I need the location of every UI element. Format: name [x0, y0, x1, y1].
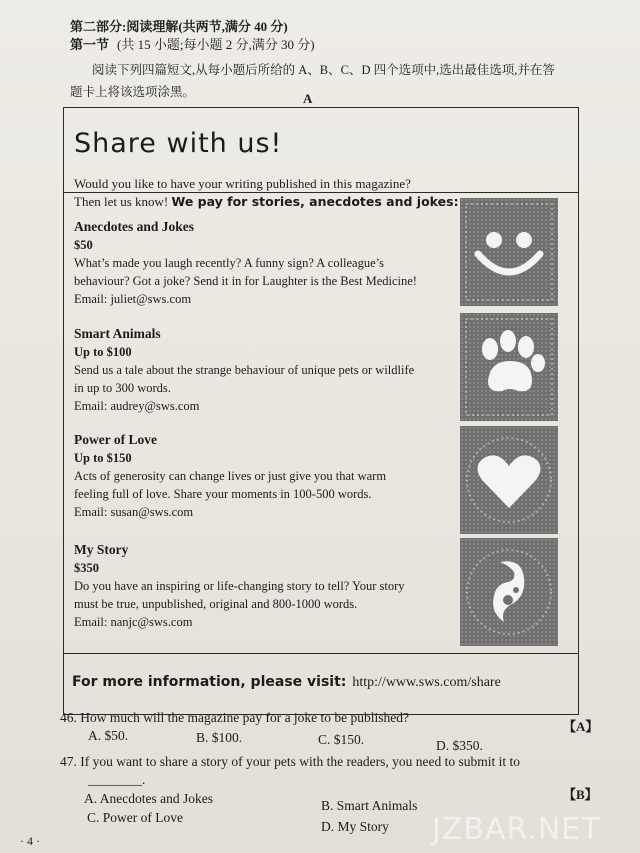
divider [64, 192, 578, 193]
question-47-answer: 【B】 [563, 787, 598, 802]
advertisement-box [63, 107, 579, 715]
ad-intro-line-2 [74, 194, 459, 210]
category-power-of-love [74, 431, 464, 521]
instruction-line-1: 阅读下列四篇短文,从每小题后所给的 A、B、C、D 四个选项中,选出最佳选项,并在答 [92, 63, 555, 77]
category-my-story [74, 541, 464, 631]
category-text: must be true, unpublished, original and 800-1000 words. [74, 597, 358, 611]
question-46-option-b: B. $100. [196, 730, 243, 745]
category-name: Power of Love [74, 432, 157, 447]
more-info-line [72, 674, 501, 691]
category-amount: $350 [74, 561, 99, 575]
ad-pay-text: We pay for stories, anecdotes and jokes: [171, 194, 459, 209]
category-text: in up to 300 words. [74, 381, 171, 395]
question-46-answer: 【A】 [563, 719, 599, 734]
watermark: JZBAR.NET [432, 812, 601, 847]
category-anecdotes-jokes [74, 218, 464, 308]
passage-letter: A [303, 91, 313, 106]
ad-intro-line-1: Would you like to have your writing published in this magazine? [74, 176, 411, 191]
question-47-option-b: B. Smart Animals [321, 798, 418, 813]
section-title [70, 34, 315, 53]
category-text: Acts of generosity can change lives or just give you that warm [74, 469, 387, 483]
category-name: My Story [74, 542, 129, 557]
ad-intro-text: Then let us know! [74, 194, 169, 209]
category-amount: $50 [74, 238, 93, 252]
category-text: What’s made you laugh recently? A funny sign? A colleague’s [74, 256, 384, 270]
paw-print-icon [460, 313, 558, 421]
more-info-label: For more information, please visit: [72, 674, 347, 690]
category-text: Do you have an inspiring or life-changing story to tell? Your story [74, 579, 405, 593]
section-label: 第一节 [70, 37, 110, 52]
more-info-url: http://www.sws.com/share [352, 675, 501, 690]
question-47-stem: 47. If you want to share a story of your pets with the readers, you need to submit it to [60, 754, 521, 769]
question-47-option-d: D. My Story [321, 819, 389, 834]
divider [64, 653, 578, 654]
category-email: Email: nanjc@sws.com [74, 615, 193, 629]
category-email: Email: susan@sws.com [74, 505, 194, 519]
category-text: feeling full of love. Share your moments in 100-500 words. [74, 487, 372, 501]
question-46-option-d: D. $350. [436, 738, 483, 753]
question-47-option-c: C. Power of Love [87, 810, 183, 825]
category-text: behaviour? Got a joke? Send it in for Laughter is the Best Medicine! [74, 274, 417, 288]
section-desc: (共 15 小题;每小题 2 分,满分 30 分) [117, 37, 315, 52]
part-title: 第二部分:阅读理解(共两节,满分 40 分) [70, 19, 288, 34]
category-amount: Up to $100 [74, 345, 132, 359]
ad-title: Share with us! [74, 128, 283, 159]
abstract-swirl-icon [460, 538, 558, 646]
heart-icon [460, 426, 558, 534]
category-name: Anecdotes and Jokes [74, 219, 195, 234]
category-smart-animals [74, 325, 464, 415]
question-47-option-a: A. Anecdotes and Jokes [84, 791, 213, 806]
category-email: Email: juliet@sws.com [74, 292, 192, 306]
page-number: · 4 · [20, 834, 40, 848]
question-46-stem: 46. How much will the magazine pay for a joke to be published? [60, 710, 410, 725]
question-47-blank: ________. [88, 772, 146, 787]
question-46-option-a: A. $50. [88, 728, 129, 743]
category-amount: Up to $150 [74, 451, 132, 465]
category-email: Email: audrey@sws.com [74, 399, 200, 413]
category-name: Smart Animals [74, 326, 161, 341]
category-text: Send us a tale about the strange behaviour of unique pets or wildlife [74, 363, 415, 377]
smiley-face-icon [460, 198, 558, 306]
question-46-option-c: C. $150. [318, 732, 365, 747]
instruction-line-2: 题卡上将该选项涂黑。 [70, 85, 196, 99]
